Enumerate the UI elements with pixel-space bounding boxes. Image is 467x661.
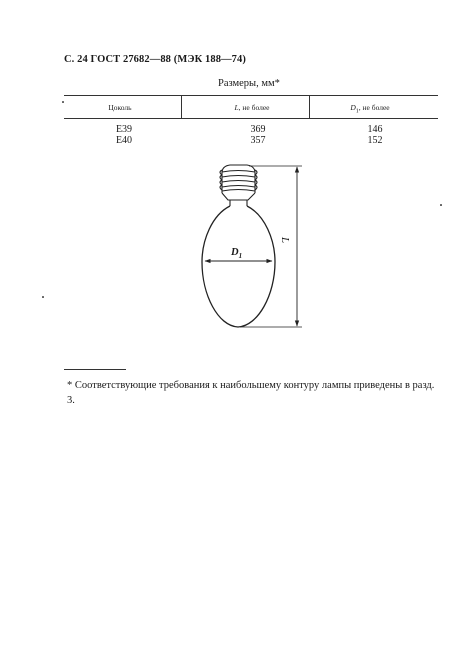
d1-label xyxy=(231,247,242,260)
column-header-diameter-subscript: 1 xyxy=(355,108,359,115)
lamp-screw-base xyxy=(220,165,257,200)
footnote: * Соответствующие требования к наибольшему контуру лампы приведены в разд. 3. xyxy=(67,380,435,406)
column-header-diameter-suffix: , не более xyxy=(358,103,390,112)
l-label: L xyxy=(279,236,292,244)
table-caption: Размеры, мм* xyxy=(218,78,280,89)
table-row-2-base: E40 xyxy=(115,135,133,146)
table-row-1-base: E39 xyxy=(115,124,133,135)
lamp-neck xyxy=(230,200,247,206)
lamp-bulb xyxy=(202,206,275,327)
column-header-length-symbol: L xyxy=(234,103,239,112)
d1-label-subscript: 1 xyxy=(238,252,243,261)
scan-speck xyxy=(42,296,44,298)
footnote-rule xyxy=(64,369,126,370)
page-header: С. 24 ГОСТ 27682—88 (МЭК 188—74) xyxy=(64,54,246,65)
column-header-base-label: Цоколь xyxy=(108,103,132,112)
d1-label-letter: D xyxy=(231,247,239,258)
table-row-2-length: 357 xyxy=(250,135,266,146)
column-header-length-suffix: , не более xyxy=(238,103,270,112)
scan-speck xyxy=(62,101,64,103)
column-header-diameter-symbol: D xyxy=(350,103,356,112)
table-row-1-length: 369 xyxy=(250,124,266,135)
table-row-2-diameter: 152 xyxy=(367,135,383,146)
table-row-1-diameter: 146 xyxy=(367,124,383,135)
scan-speck xyxy=(440,204,442,206)
